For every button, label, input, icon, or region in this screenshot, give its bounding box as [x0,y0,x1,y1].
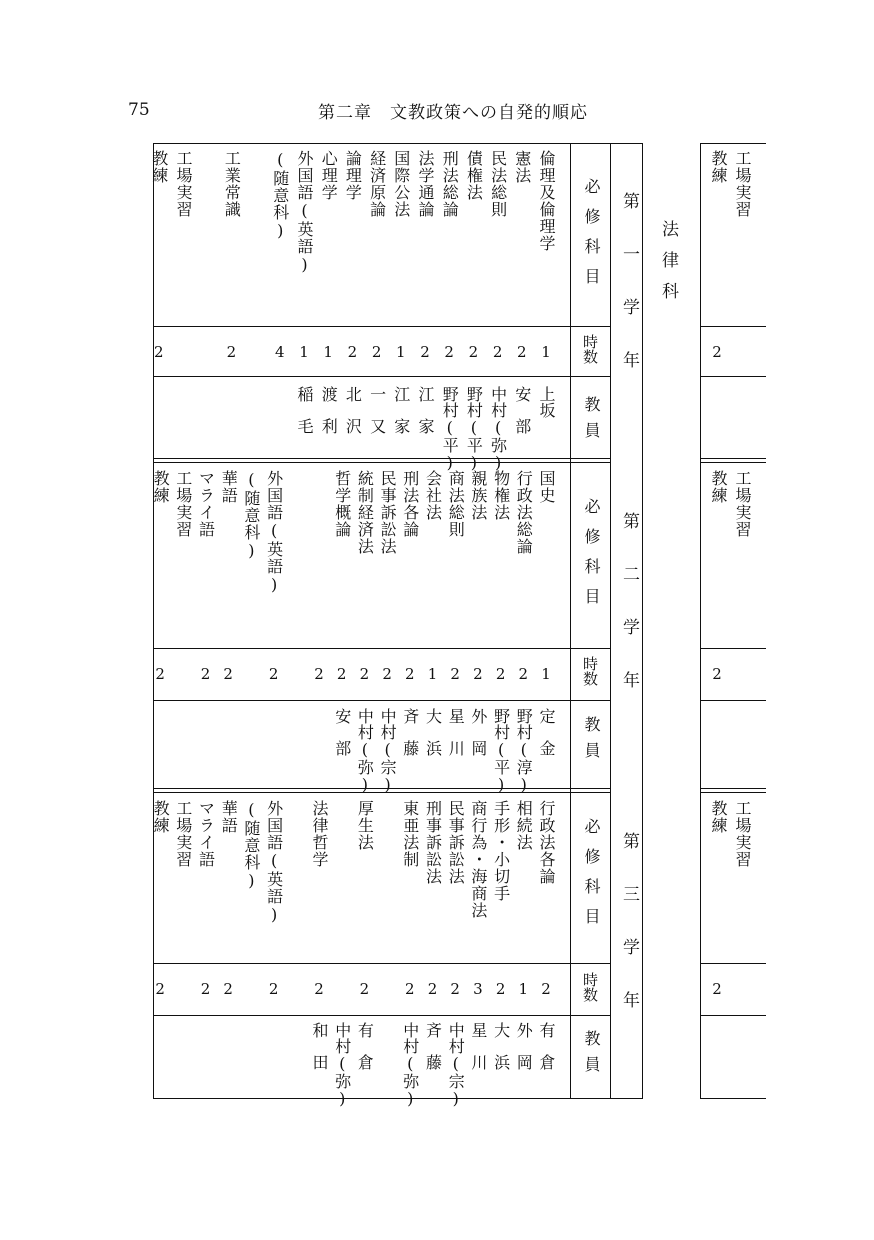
hours-cell: 2 [200,980,211,998]
department-label: 法律科 [658,220,678,313]
subject-cell: 心理学 [319,150,339,201]
side-subject-2: 工場実習 [733,470,752,538]
subject-cell: 論理学 [343,150,363,201]
teacher-cell: 中村(弥) [355,708,375,794]
teacher-cell: 中村(弥) [488,386,508,472]
teacher-cell: 星 川 [468,1022,488,1070]
subject-cell: 外国語(英語) [295,150,314,275]
hours-cell: 2 [223,980,233,998]
teacher-cell: 中村(弥) [400,1022,420,1108]
teacher-cell: 江 家 [416,386,435,434]
subject-cell: 物権法 [491,470,511,521]
hours-cell: 1 [299,343,309,361]
subject-cell: 債権法 [464,150,484,201]
subject-cell: 華語 [219,470,239,504]
side-subject2-1: 教練 [709,150,728,184]
teacher-cell: 星 川 [446,708,466,756]
teacher-cell: 一 又 [367,386,387,434]
hours-cell: 2 [473,665,483,683]
hours-cell: 2 [427,980,438,998]
teacher-cell: 大 浜 [491,1022,511,1070]
subject-cell: 教練 [151,800,171,834]
subject-cell: 法律哲学 [310,800,329,868]
teacher-cell: 大 浜 [423,708,443,756]
subject-cell: 経済原論 [367,150,387,218]
subject-cell: 外国語(英語) [264,800,284,925]
hours-cell: 2 [495,980,506,998]
hours-cell: 1 [518,980,529,998]
side-subject2-3: 教練 [709,800,728,834]
subject-cell: 外国語(英語) [264,470,284,595]
hours-cell: 2 [359,980,370,998]
teacher-cell: 稲 毛 [295,386,314,434]
subject-cell: 会社法 [423,470,443,521]
subjects-header-3: 必修科目 [582,818,601,938]
hours-cell: 2 [517,343,527,361]
hours-cell: 1 [541,665,551,683]
subject-cell: 親族法 [468,470,488,521]
teacher-cell: 江 家 [391,386,411,434]
subjects-header-1: 必修科目 [582,178,601,298]
subject-cell: 国史 [537,470,556,504]
subject-cell: 商法総則 [446,470,466,538]
subject-cell: 華語 [219,800,239,834]
teacher-cell: 上坂 [537,386,556,418]
subject-cell: 工場実習 [173,470,193,538]
teacher-cell: 北 沢 [343,386,363,434]
chapter-title: 第二章 文教政策への自発的順応 [318,103,588,123]
hours-cell: 2 [314,665,324,683]
teacher-cell: 野村(淳) [514,708,534,794]
hours-cell: 2 [541,980,551,998]
hours-cell: 2 [450,980,460,998]
teachers-header-3: 教員 [582,1030,601,1082]
hours-cell: 2 [314,980,324,998]
subject-cell: 刑事訴訟法 [423,800,443,885]
side-hours-2: 2 [712,665,722,683]
subject-cell: 厚生法 [355,800,375,851]
hours-cell: 2 [405,665,415,683]
subject-cell: (随意科) [241,470,261,561]
subject-cell: 倫理及倫理学 [537,150,556,252]
hours-cell: 2 [347,343,358,361]
hours-cell: 2 [405,980,415,998]
side-subject-1: 工場実習 [733,150,752,218]
hours-cell: 1 [427,665,438,683]
subject-cell: マライ語 [196,800,216,868]
hours-cell: 2 [420,343,430,361]
subject-cell: 行政法総論 [514,470,534,555]
subject-cell: 憲法 [512,150,532,184]
subject-cell: 手形・小切手 [491,800,511,902]
teacher-cell: 定 金 [537,708,556,756]
teacher-cell: 野村(平) [464,386,484,472]
hours-cell: 2 [223,665,233,683]
hours-cell: 2 [154,343,164,361]
subject-cell: 民法総則 [488,150,508,218]
hours-cell: 2 [359,665,370,683]
subject-cell: (随意科) [241,800,261,891]
year-label-1: 第一学年 [619,192,639,404]
hours-cell: 2 [444,343,454,361]
subject-cell: 法学通論 [416,150,435,218]
teacher-cell: 有 倉 [537,1022,556,1070]
hours-cell: 2 [268,980,279,998]
teacher-cell: 安 部 [332,708,352,756]
hours-cell: 2 [495,665,506,683]
hours-cell: 2 [518,665,529,683]
subject-cell: マライ語 [196,470,216,538]
side-hours-1: 2 [712,343,722,361]
teacher-cell: 有 倉 [355,1022,375,1070]
subject-cell: 哲学概論 [332,470,352,538]
teacher-cell: 外 岡 [468,708,488,756]
hours-cell: 2 [200,665,211,683]
hours-cell: 2 [155,980,165,998]
teachers-header-1: 教員 [582,396,601,448]
teacher-cell: 野村(平) [491,708,511,794]
subject-cell: 統制経済法 [355,470,375,555]
subject-cell: 国際公法 [391,150,411,218]
hours-cell: 2 [226,343,237,361]
teacher-cell: 中村(宗) [446,1022,466,1108]
hours-cell: 2 [468,343,479,361]
subject-cell: 工場実習 [174,150,193,218]
teacher-cell: 野村(平) [440,386,460,472]
teacher-cell: 斉 藤 [423,1022,443,1070]
subject-cell: 民事訴訟法 [378,470,398,555]
subject-cell: 教練 [149,150,169,184]
hours-cell: 2 [155,665,165,683]
side-subject-3: 工場実習 [733,800,752,868]
hours-header-2: 時数 [581,656,599,686]
year-label-3: 第三学年 [619,832,639,1044]
subject-cell: 商行為・海商法 [468,800,488,919]
hours-cell: 1 [396,343,406,361]
subject-cell: 教練 [151,470,171,504]
subject-cell: 東亜法制 [400,800,420,868]
teachers-header-2: 教員 [582,716,601,768]
hours-cell: 2 [336,665,347,683]
side-hours-3: 2 [712,980,722,998]
subject-cell: 刑法各論 [400,470,420,538]
hours-cell: 2 [268,665,279,683]
teacher-cell: 斉 藤 [400,708,420,756]
teacher-cell: 中村(宗) [378,708,398,794]
subject-cell: 相続法 [514,800,534,851]
hours-cell: 3 [473,980,483,998]
year-label-2: 第二学年 [619,512,639,724]
teacher-cell: 中村(弥) [332,1022,352,1108]
hours-cell: 2 [492,343,503,361]
hours-cell: 2 [371,343,382,361]
side-subject2-2: 教練 [709,470,728,504]
subject-cell: 工場実習 [173,800,193,868]
teacher-cell: 外 岡 [514,1022,534,1070]
subject-cell: 行政法各論 [537,800,556,885]
subject-cell: 民事訴訟法 [446,800,466,885]
subject-cell: 工業常識 [222,150,242,218]
teacher-cell: 和 田 [310,1022,329,1070]
page-number: 75 [128,100,150,120]
subject-cell: (随意科) [270,150,290,241]
hours-cell: 2 [450,665,460,683]
teacher-cell: 安 部 [512,386,532,434]
hours-cell: 2 [382,665,392,683]
subject-cell: 刑法総論 [440,150,460,218]
hours-header-1: 時数 [581,334,599,364]
hours-cell: 4 [275,343,285,361]
teacher-cell: 渡 利 [319,386,339,434]
hours-cell: 1 [541,343,551,361]
hours-header-3: 時数 [581,972,599,1002]
subjects-header-2: 必修科目 [582,498,601,618]
hours-cell: 1 [323,343,333,361]
